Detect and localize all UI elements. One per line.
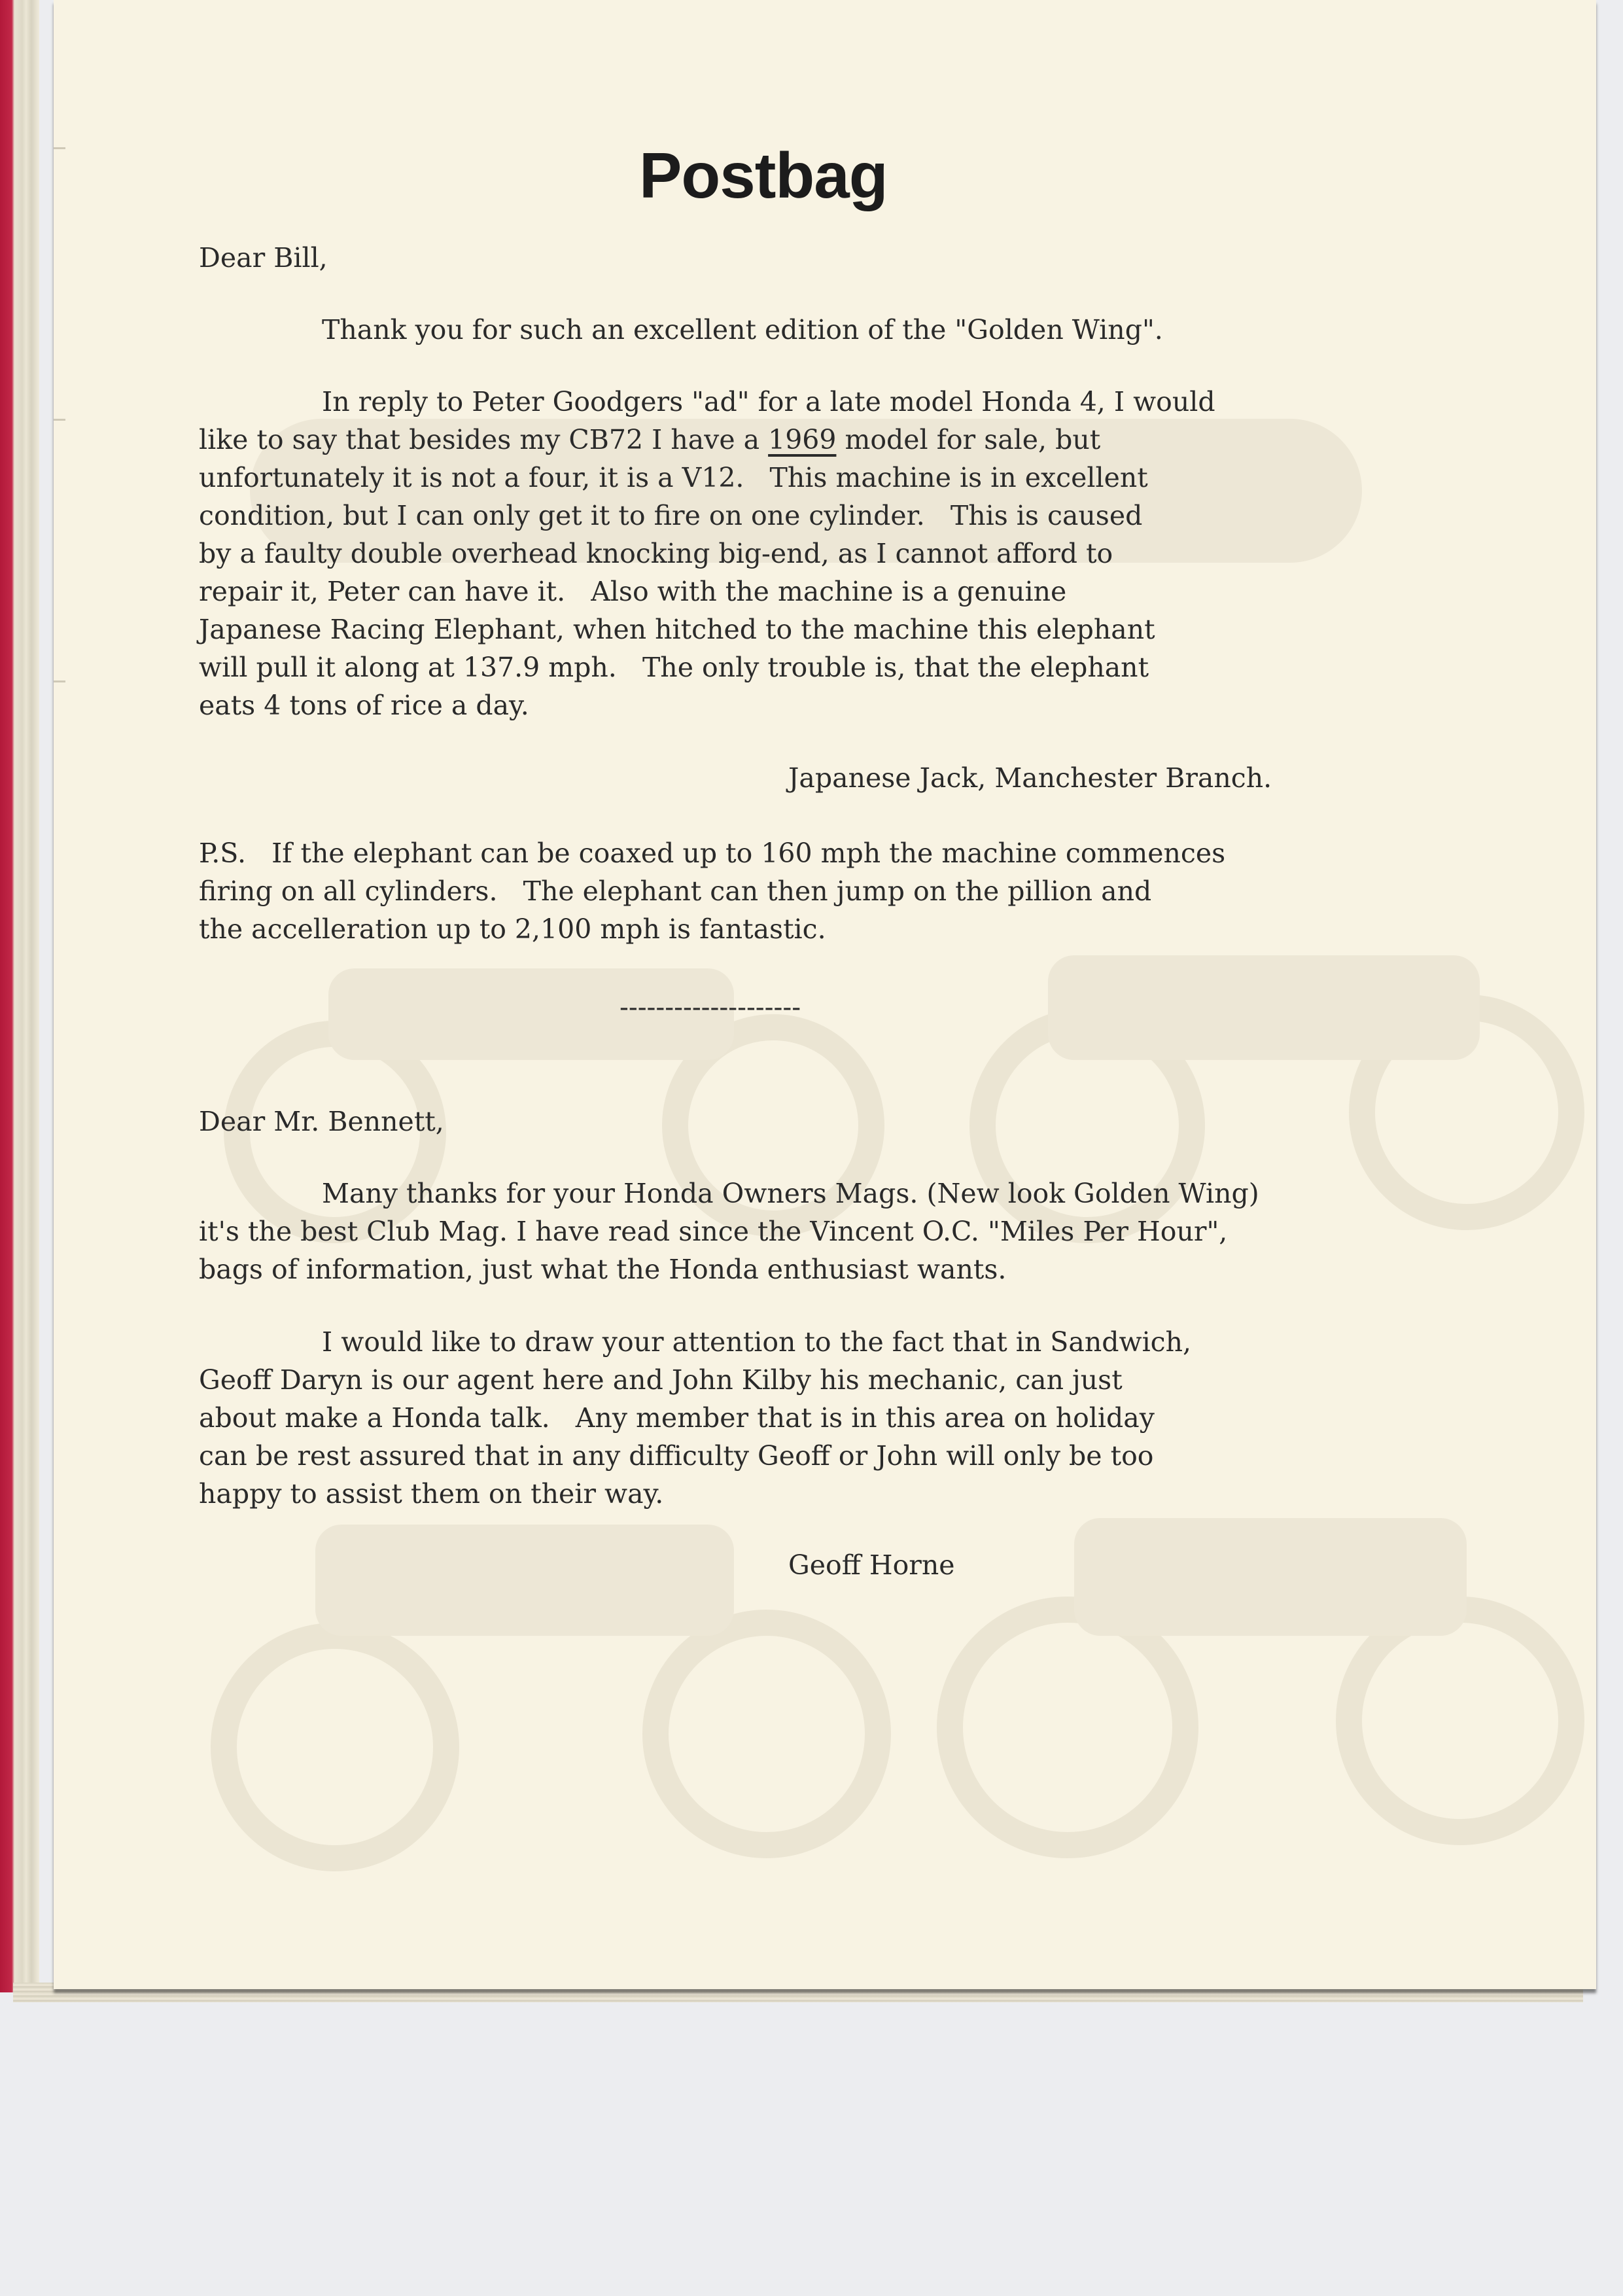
letter1-paragraph2-line: Japanese Racing Elephant, when hitched to the machine this elephant [199,614,1155,645]
letter1-paragraph2-line [199,421,1100,459]
letter2-salutation: Dear Mr. Bennett, [199,1106,444,1137]
letter1-text-span: like to say that besides my CB72 I have a [199,424,769,455]
letter2-paragraph1-line: bags of information, just what the Honda enthusiast wants. [199,1254,1007,1285]
section-divider: -------------------- [620,991,801,1023]
letter1-paragraph2-line: condition, but I can only get it to fire on one cylinder. This is caused [199,500,1143,531]
letter2-paragraph1-line: it's the best Club Mag. I have read since the Vincent O.C. "Miles Per Hour", [199,1216,1228,1247]
letter1-paragraph2-line: eats 4 tons of rice a day. [199,690,529,721]
margin-mark [54,147,65,149]
letter1-salutation: Dear Bill, [199,242,328,274]
show-through-bike-body [1074,1518,1467,1636]
underlined-year: 1969 [768,424,837,455]
letter2-paragraph2-line: Geoff Daryn is our agent here and John Kilby his mechanic, can just [199,1364,1123,1396]
show-through-bike-body [1048,955,1480,1060]
letter1-postscript-line: the accelleration up to 2,100 mph is fantastic. [199,913,826,945]
letter1-postscript-line: firing on all cylinders. The elephant can then jump on the pillion and [199,875,1152,907]
letter2-paragraph2-line: I would like to draw your attention to the fact that in Sandwich, [322,1326,1192,1358]
page-stack-edge [0,0,39,1992]
document-page [54,0,1596,1989]
show-through-wheel [642,1610,891,1858]
letter1-paragraph2-line: In reply to Peter Goodgers "ad" for a late model Honda 4, I would [322,386,1215,417]
letter1-paragraph2-line: repair it, Peter can have it. Also with the machine is a genuine [199,576,1067,607]
letter1-paragraph1: Thank you for such an excellent edition of the "Golden Wing". [322,314,1163,345]
show-through-bike-body [315,1525,734,1636]
letter1-paragraph2-line: by a faulty double overhead knocking big-end, as I cannot afford to [199,538,1113,569]
margin-mark [54,680,65,682]
letter2-signature: Geoff Horne [788,1549,955,1581]
page-title: Postbag [639,139,888,211]
letter1-paragraph2-line: will pull it along at 137.9 mph. The only trouble is, that the elephant [199,652,1149,683]
letter1-text-span: model for sale, but [836,424,1101,455]
show-through-wheel [211,1623,459,1871]
letter2-paragraph1-line: Many thanks for your Honda Owners Mags. (New look Golden Wing) [322,1178,1259,1209]
margin-mark [54,419,65,421]
letter1-postscript-line: P.S. If the elephant can be coaxed up to 160 mph the machine commences [199,838,1226,869]
letter1-signature: Japanese Jack, Manchester Branch. [788,762,1272,794]
letter2-paragraph2-line: about make a Honda talk. Any member that is in this area on holiday [199,1402,1155,1434]
letter2-paragraph2-line: can be rest assured that in any difficulty Geoff or John will only be too [199,1440,1154,1472]
show-through-wheel [937,1597,1198,1858]
letter1-paragraph2-line: unfortunately it is not a four, it is a V12. This machine is in excellent [199,462,1148,493]
letter2-paragraph2-line: happy to assist them on their way. [199,1478,664,1510]
